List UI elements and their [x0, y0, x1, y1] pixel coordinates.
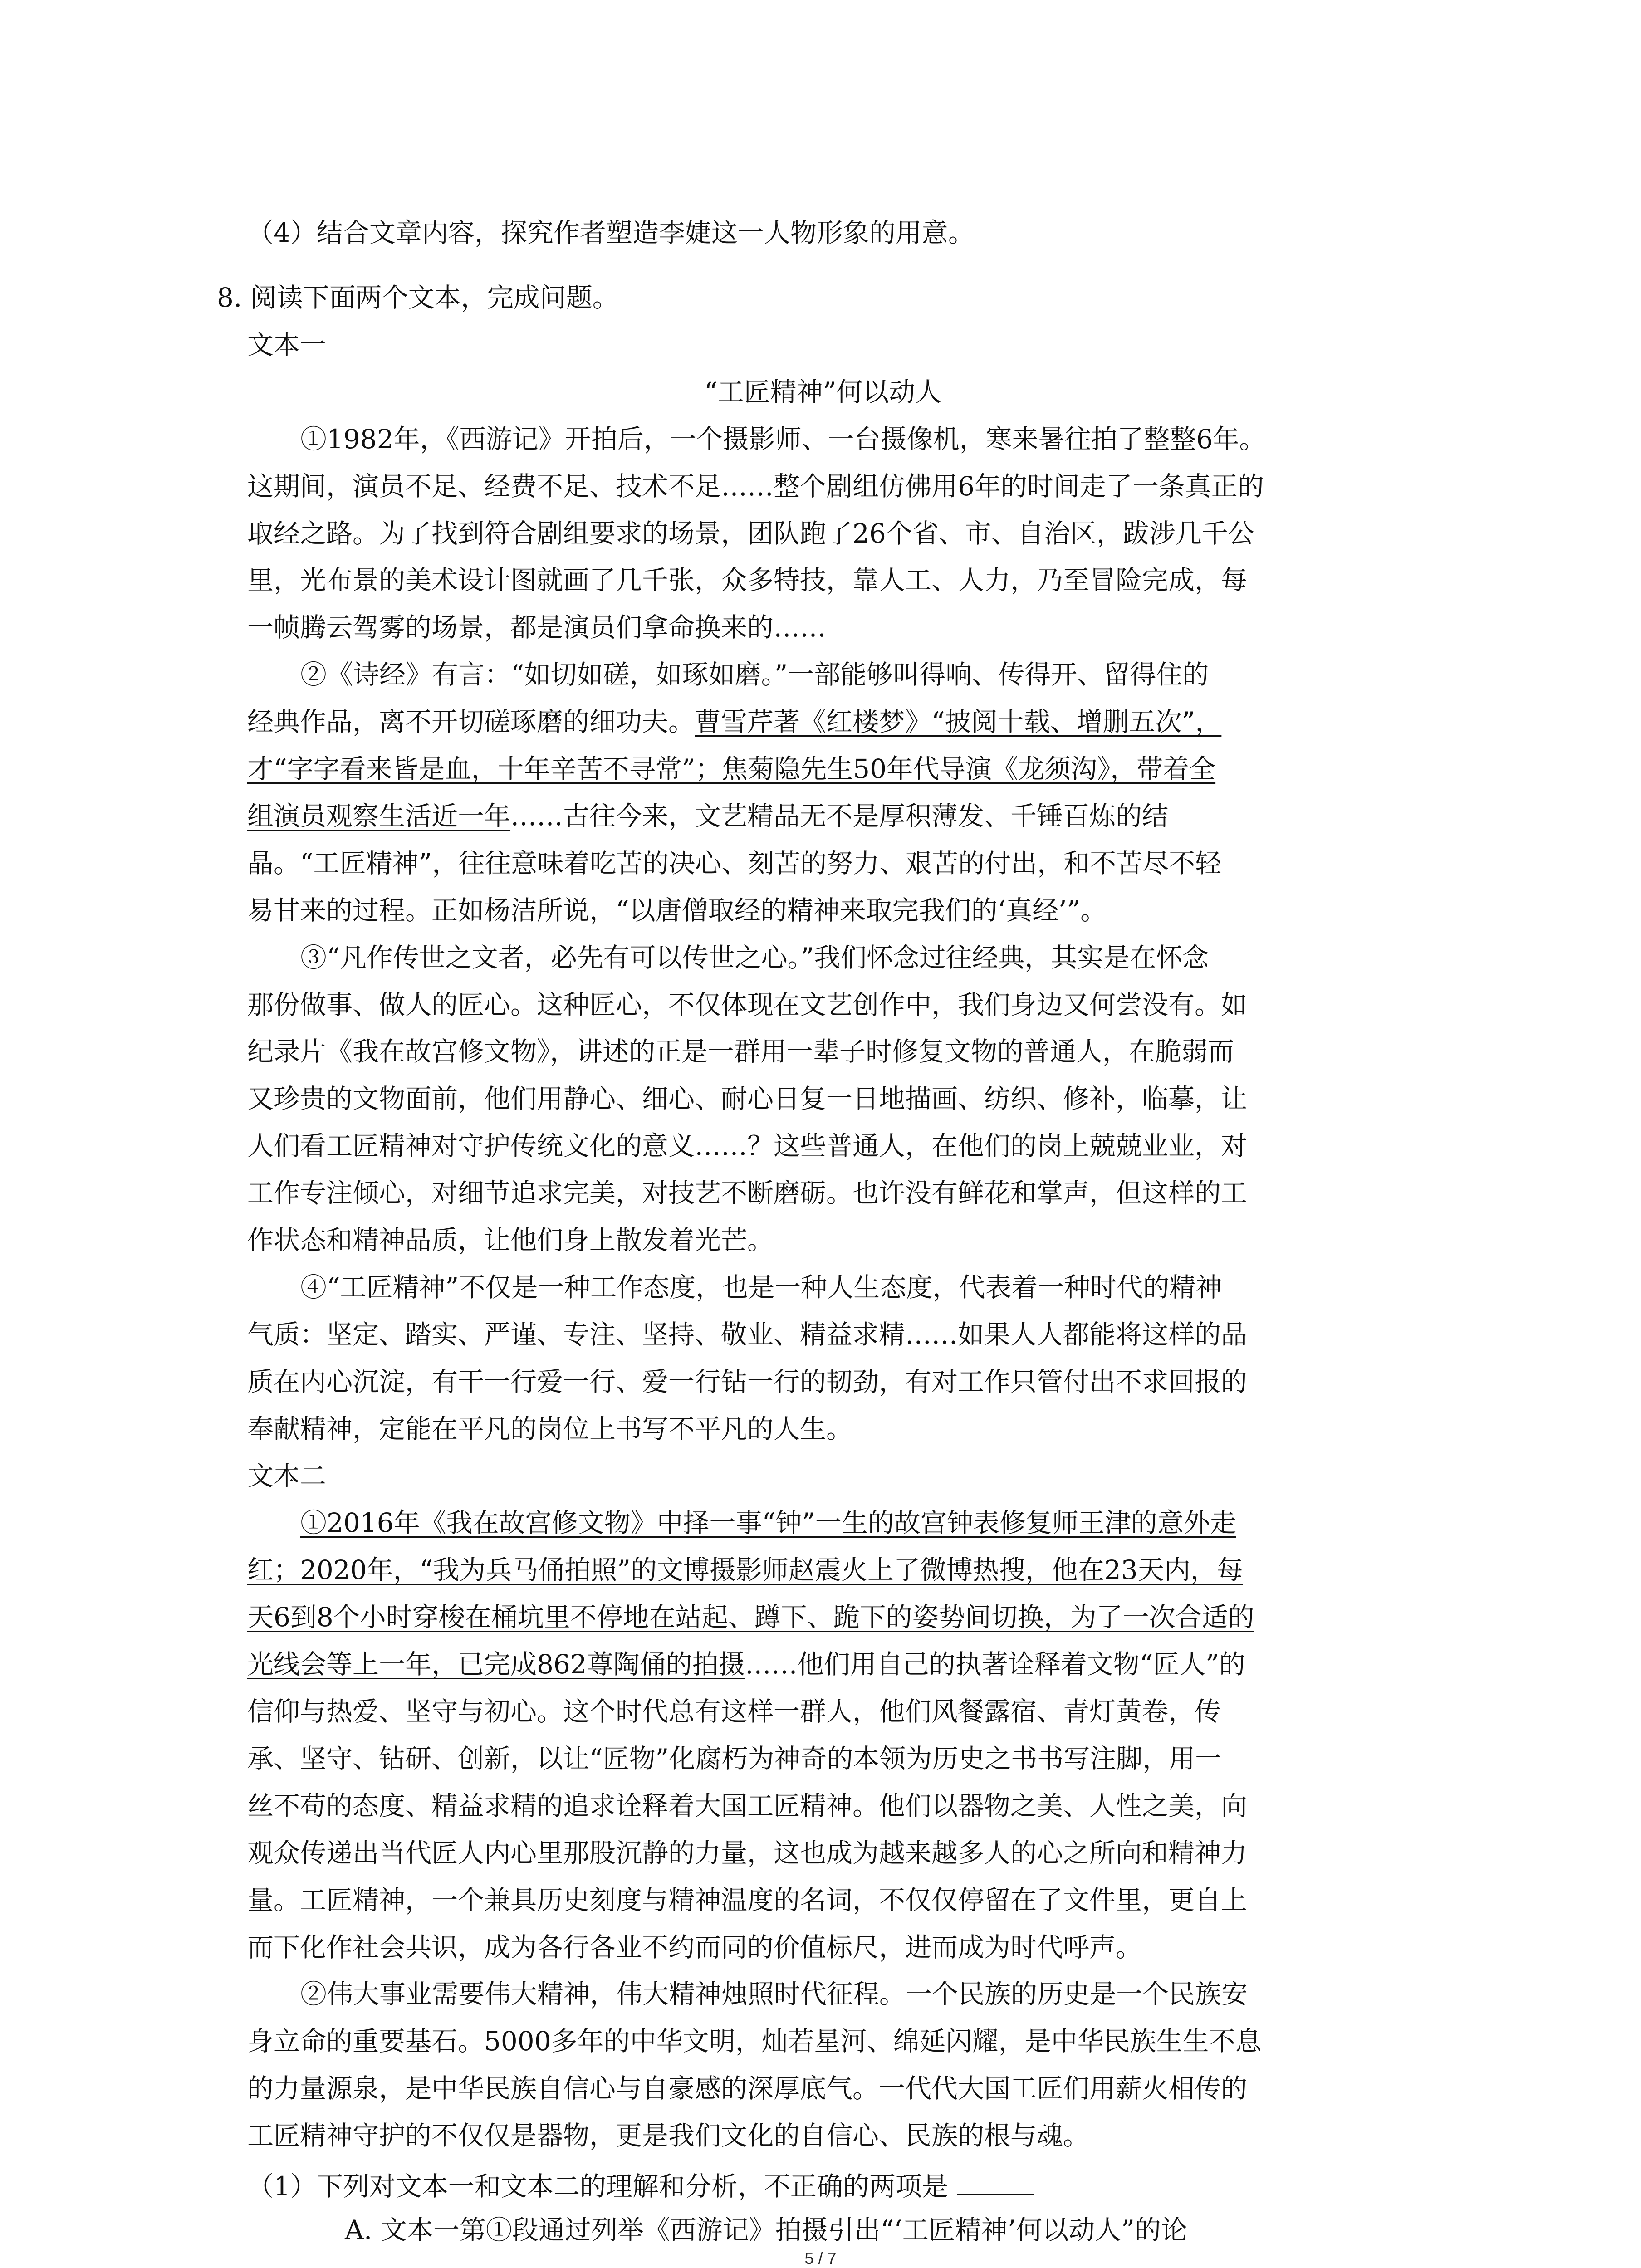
text1-para4-line3: 质在内心沉淀，有干一行爱一行、爱一行钻一行的韧劲，有对工作只管付出不求回报的	[247, 1366, 1248, 1397]
text1-para2-line4	[247, 800, 1168, 832]
text1-para2-line5: 晶。“工匠精神”，往往意味着吃苦的决心、刻苦的努力、艰苦的付出，和不苦尽不轻	[247, 848, 1222, 879]
text1-para2-line2-plain: 经典作品，离不开切磋琢磨的细功夫。	[247, 706, 695, 737]
question-8-stem: 8. 阅读下面两个文本，完成问题。	[217, 282, 619, 313]
text2-para1-line4	[247, 1648, 1245, 1681]
text2-para1-line7: 丝不苟的态度、精益求精的追求诠释着大国工匠精神。他们以器物之美、人性之美，向	[247, 1790, 1248, 1821]
question-8-sub1-text: （1）下列对文本一和文本二的理解和分析，不正确的两项是	[247, 2171, 948, 2202]
text2-para2-line3: 的力量源泉，是中华民族自信心与自豪感的深厚底气。一代代大国工匠们用薪火相传的	[247, 2073, 1248, 2104]
text1-para3-line2: 那份做事、做人的匠心。这种匠心，不仅体现在文艺创作中，我们身边又何尝没有。如	[247, 989, 1248, 1020]
text2-para1-line10: 而下化作社会共识，成为各行各业不约而同的价值标尺，进而成为时代呼声。	[247, 1932, 1142, 1963]
text1-para3-line5: 人们看工匠精神对守护传统文化的意义……？这些普通人，在他们的岗上兢兢业业，对	[247, 1130, 1248, 1161]
text1-heading: 文本一	[247, 329, 327, 360]
text1-para2-line1: ②《诗经》有言：“如切如磋，如琢如磨。”一部能够叫得响、传得开、留得住的	[300, 659, 1209, 690]
text1-para1-line4: 里，光布景的美术设计图就画了几千张，众多特技，靠人工、人力，乃至冒险完成，每	[247, 565, 1248, 596]
text2-heading: 文本二	[247, 1461, 327, 1491]
text2-para2-line4: 工匠精神守护的不仅仅是器物，更是我们文化的自信心、民族的根与魂。	[247, 2120, 1090, 2151]
underlined-example-taoyong: 光线会等上一年，已完成862尊陶俑的拍摄	[247, 1649, 745, 1680]
text1-para4-line1: ④“工匠精神”不仅是一种工作态度，也是一种人生态度，代表着一种时代的精神	[300, 1272, 1222, 1303]
text1-para1-line5: 一帧腾云驾雾的场景，都是演员们拿命换来的……	[247, 612, 827, 643]
text1-para3-line6: 工作专注倾心，对细节追求完美，对技艺不断磨砺。也许没有鲜花和掌声，但这样的工	[247, 1178, 1248, 1208]
question-7-sub4: （4）结合文章内容，探究作者塑造李婕这一人物形象的用意。	[247, 217, 975, 248]
text2-para1-line6: 承、坚守、钻研、创新，以让“匠物”化腐朽为神奇的本领为历史之书书写注脚，用一	[247, 1743, 1222, 1774]
text1-para3-line3: 纪录片《我在故宫修文物》，讲述的正是一群用一辈子时修复文物的普通人，在脆弱而	[247, 1036, 1234, 1067]
text1-para1-line1: ①1982年，《西游记》开拍后，一个摄影师、一台摄像机，寒来暑往拍了整整6年。	[300, 424, 1266, 455]
text2-para1-line8: 观众传递出当代匠人内心里那股沉静的力量，这也成为越来越多人的心之所向和精神力	[247, 1838, 1248, 1868]
text1-para4-line4: 奉献精神，定能在平凡的岗位上书写不平凡的人生。	[247, 1413, 853, 1444]
question-8-sub1-option-a: A. 文本一第①段通过列举《西游记》拍摄引出“‘工匠精神’何以动人”的论	[345, 2214, 1187, 2245]
text1-para1-line2: 这期间，演员不足、经费不足、技术不足……整个剧组仿佛用6年的时间走了一条真正的	[247, 471, 1264, 502]
text2-para1-line4-plain: ……他们用自己的执著诠释着文物“匠人”的	[745, 1649, 1246, 1680]
text1-para3-line7: 作状态和精神品质，让他们身上散发着光芒。	[247, 1225, 774, 1256]
text1-para3-line4: 又珍贵的文物面前，他们用静心、细心、耐心日复一日地描画、纺织、修补，临摹，让	[247, 1083, 1248, 1114]
underlined-example-wangjin: ①2016年《我在故宫修文物》中择一事“钟”一生的故宫钟表修复师王津的意外走	[300, 1507, 1236, 1538]
text1-para4-line2: 气质：坚定、踏实、严谨、专注、坚持、敬业、精益求精……如果人人都能将这样的品	[247, 1319, 1248, 1350]
text1-para2-line6: 易甘来的过程。正如杨洁所说，“以唐僧取经的精神来取完我们的‘真经’”。	[247, 895, 1107, 926]
text1-para1-line3: 取经之路。为了找到符合剧组要求的场景，团队跑了26个省、市、自治区，跋涉几千公	[247, 518, 1254, 549]
question-8-sub1-prompt	[247, 2166, 1034, 2203]
article-title: “工匠精神”何以动人	[704, 376, 942, 407]
text2-para2-line1: ②伟大事业需要伟大精神，伟大精神烛照时代征程。一个民族的历史是一个民族安	[300, 1979, 1248, 2009]
answer-blank[interactable]	[957, 2166, 1034, 2195]
text2-para2-line2: 身立命的重要基石。5000多年的中华文明，灿若星河、绵延闪耀，是中华民族生生不息	[247, 2026, 1262, 2057]
text2-para1-line9: 量。工匠精神，一个兼具历史刻度与精神温度的名词，不仅仅停留在了文件里，更自上	[247, 1885, 1248, 1916]
underlined-example-longxugou: 才“字字看来皆是血，十年辛苦不寻常”；焦菊隐先生50年代导演《龙须沟》，带着全	[247, 753, 1216, 784]
text1-para2-line2	[247, 705, 1221, 738]
page-number: 5 / 7	[804, 2249, 837, 2268]
underlined-example-zhaozhenhuo: 红；2020年，“我为兵马俑拍照”的文博摄影师赵震火上了微博热搜，他在23天内，每	[247, 1554, 1243, 1585]
text1-para3-line1: ③“凡作传世之文者，必先有可以传世之心。”我们怀念过往经典，其实是在怀念	[300, 942, 1209, 973]
text2-para1-line5: 信仰与热爱、坚守与初心。这个时代总有这样一群人，他们风餐露宿、青灯黄卷，传	[247, 1696, 1221, 1727]
underlined-example-bingmayong: 天6到8个小时穿梭在桶坑里不停地在站起、蹲下、跪下的姿势间切换，为了一次合适的	[247, 1602, 1254, 1633]
text1-para2-line4-plain: ……古往今来，文艺精品无不是厚积薄发、千锤百炼的结	[510, 801, 1169, 831]
underlined-example-hongloumeng: 曹雪芹著《红楼梦》“披阅十载、增删五次”，	[695, 706, 1222, 737]
underlined-example-end: 组演员观察生活近一年	[247, 801, 511, 831]
